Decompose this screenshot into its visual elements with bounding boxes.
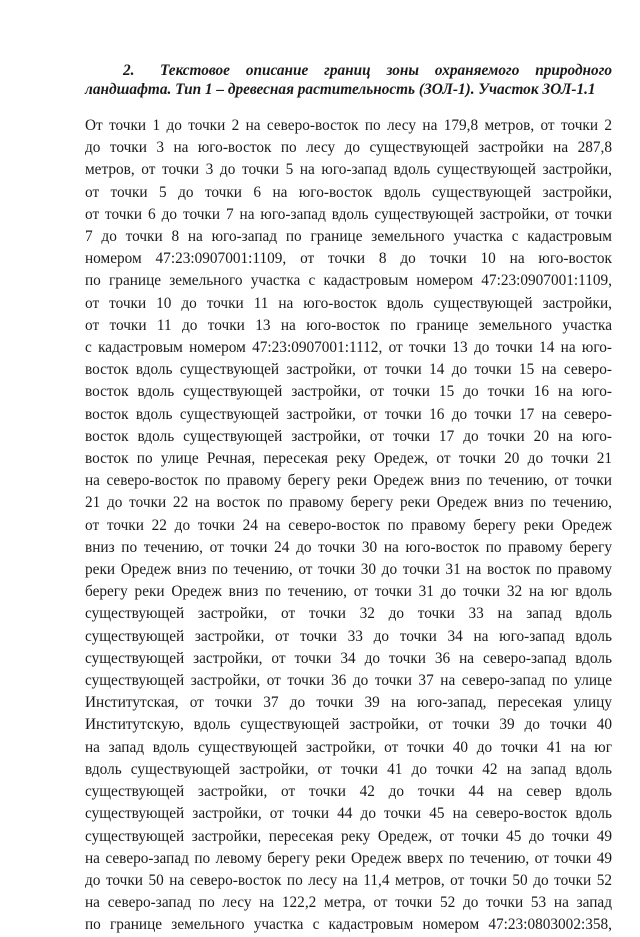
body-line: номером 47:23:0907001:1109, от точки 8 до точки 10 на юго-восток (85, 250, 612, 268)
body-line: восток вдоль существующей застройки, от точки 14 до точки 15 на северо- (85, 361, 612, 379)
body-line: 21 до точки 22 на восток по правому берегу реки Оредеж вниз по течению, (85, 494, 612, 512)
body-line: от точки 22 до точки 24 на северо-восток по правому берегу реки Оредеж (85, 516, 612, 534)
body-line: 7 до точки 8 на юго-запад по границе земельного участка с кадастровым (85, 228, 612, 246)
body-line: От точки 1 до точки 2 на северо-восток по лесу на 179,8 метров, от точки 2 (85, 117, 612, 134)
body-line: с кадастровым номером 47:23:0907001:1112, от точки 13 до точки 14 на юго- (85, 339, 612, 357)
body-line: Институтская, от точки 37 до точки 39 на юго-запад, пересекая улицу (85, 694, 612, 712)
body-line: вниз по течению, от точки 24 до точки 30 на юго-восток по правому берегу (85, 538, 612, 556)
body-line: от точки 6 до точки 7 на юго-запад вдоль существующей застройки, от точки (85, 205, 612, 223)
body-line: до точки 50 на северо-восток по лесу на 11,4 метров, от точки 50 до точки 52 (85, 871, 612, 889)
body-line: на северо-восток по правому берегу реки Оредеж вниз по течению, от точки (85, 472, 612, 490)
body-line: по границе земельного участка с кадастровым номером 47:23:0803002:358, (85, 916, 612, 934)
body-line: от точки 11 до точки 13 на юго-восток по границе земельного участка (85, 316, 612, 334)
section-number: 2. (123, 62, 135, 79)
body-line: метров, от точки 3 до точки 5 на юго-запад вдоль существующей застройки, (85, 161, 612, 179)
body-line: существующей застройки, от точки 36 до точки 37 на северо-запад по улице (85, 672, 612, 690)
body-line: от точки 10 до точки 11 на юго-восток вдоль существующей застройки, (85, 294, 612, 312)
body-line: существующей застройки, от точки 33 до точки 34 на юго-запад вдоль (85, 627, 612, 645)
body-line: восток вдоль существующей застройки, от точки 16 до точки 17 на северо- (85, 405, 612, 423)
section-title: Текстовое описание границ зоны охраняемого природного ландшафта. Тип 1 – древесная растительность (ЗОЛ-1). Участок ЗОЛ-1.1 (85, 62, 612, 98)
body-line: реки Оредеж вниз по течению, от точки 30 до точки 31 на восток по правому (85, 561, 612, 579)
body-line: вдоль существующей застройки, от точки 41 до точки 42 на запад вдоль (85, 760, 612, 778)
body-line: от точки 5 до точки 6 на юго-восток вдоль существующей застройки, (85, 183, 612, 201)
section-heading (85, 61, 612, 99)
body-line: на северо-запад по левому берегу реки Оредеж вверх по течению, от точки 49 (85, 849, 612, 867)
body-line: берегу реки Оредеж вниз по течению, от точки 31 до точки 32 на юг вдоль (85, 583, 612, 601)
body-line: существующей застройки, от точки 32 до точки 33 на запад вдоль (85, 605, 612, 623)
body-line: существующей застройки, от точки 42 до точки 44 на север вдоль (85, 783, 612, 801)
body-line: существующей застройки, пересекая реку Оредеж, от точки 45 до точки 49 (85, 827, 612, 845)
body-line: до точки 3 на юго-восток по лесу до существующей застройки на 287,8 (85, 139, 612, 157)
body-paragraph (85, 115, 612, 937)
body-line: восток по улице Речная, пересекая реку Оредеж, от точки 20 до точки 21 (85, 450, 612, 468)
body-line: восток вдоль существующей застройки, от точки 15 до точки 16 на юго- (85, 383, 612, 401)
body-line: на северо-запад по лесу на 122,2 метра, от точки 52 до точки 53 на запад (85, 894, 612, 912)
body-line: существующей застройки, от точки 44 до точки 45 на северо-восток вдоль (85, 805, 612, 823)
body-line: Институтскую, вдоль существующей застройки, от точки 39 до точки 40 (85, 716, 612, 734)
body-line: на запад вдоль существующей застройки, от точки 40 до точки 41 на юг (85, 738, 612, 756)
body-line: по границе земельного участка с кадастровым номером 47:23:0907001:1109, (85, 272, 612, 290)
body-line: восток вдоль существующей застройки, от точки 17 до точки 20 на юго- (85, 427, 612, 445)
body-line: существующей застройки, от точки 34 до точки 36 на северо-запад вдоль (85, 649, 612, 667)
